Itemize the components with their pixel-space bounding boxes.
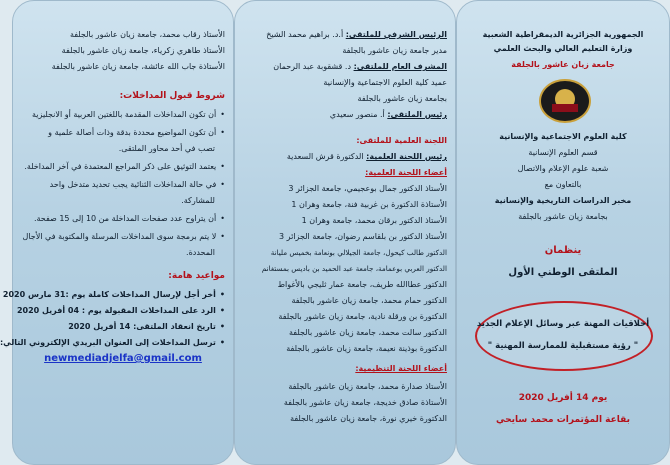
dates-title: مواعيد هامة: xyxy=(168,271,225,281)
date-item: • الرد على المداخلات المقبولة يوم : 04 أفريل 2020 xyxy=(21,305,225,316)
sci-chair-label: رئيس اللجنة العلمية: xyxy=(366,152,447,161)
condition-item: تصب في أحد محاور الملتقى. xyxy=(118,144,215,153)
ministry-line: وزارة التعليم العالي والبحث العلمي xyxy=(493,44,633,53)
chair-label: رئيس الملتقى: xyxy=(387,110,447,119)
collab-line: بالتعاون مع xyxy=(544,180,582,189)
venue-line: بقاعة المؤتمرات محمد سايحي xyxy=(495,415,630,425)
sci-member: الأستاذة الدكتورة بن غربية فنة، جامعة وهران 1 xyxy=(291,200,447,209)
org-committee-title: أعضاء اللجنة التنظيمية: xyxy=(355,364,447,373)
sci-member: الأستاذ الدكتور برقان محمد، جامعة وهران 1 xyxy=(301,216,447,225)
condition-item: • أن يتراوح عدد صفحات المداخلة من 10 إلى 15 صفحة. xyxy=(21,213,225,224)
logo-book-icon xyxy=(552,104,578,112)
condition-item: • أن تكون المداخلات المقدمة باللغتين العربية أو الانجليزية xyxy=(21,109,225,120)
chair-line xyxy=(243,109,447,120)
sci-member: الأستاذ الدكتور بن بلقاسم رضوان، جامعة الجزائر 3 xyxy=(279,232,447,241)
organize-line: ينظمان xyxy=(544,245,582,256)
date-item: • تاريخ انعقاد الملتقى: 14 أفريل 2020 xyxy=(21,321,225,332)
faculty-line: كلية العلوم الاجتماعية والإنسانية xyxy=(499,132,627,141)
supervisor-line xyxy=(243,61,447,72)
org-member: الدكتورة خيري نورة، جامعة زيان عاشور بالجلفة xyxy=(290,414,447,423)
sci-chair-name: الدكتورة قرش السعدية xyxy=(286,152,364,161)
sci-member: الدكتور حمام محمد، جامعة زيان عاشور بالجلفة xyxy=(291,296,447,305)
honorary-title: مدير جامعة زيان عاشور بالجلفة xyxy=(342,46,447,55)
org-member: الأستاذ صدارة محمد، جامعة زيان عاشور بالجلفة xyxy=(288,382,447,391)
sci-committee-title: اللجنة العلمية للملتقى: xyxy=(356,136,447,145)
department-line: قسم العلوم الإنسانية xyxy=(528,148,598,157)
org-member: الأستاذة صادق خديجة، جامعة زيان عاشور بالجلفة xyxy=(283,398,447,407)
email-link[interactable] xyxy=(21,353,225,364)
condition-item: • لا يتم برمجة سوى المداخلات المرسلة والمكتوبة في الأجال xyxy=(21,231,225,242)
date-line: يوم 14 أفريل 2020 xyxy=(518,393,608,403)
honorary-label: الرئيس الشرفي للملتقى: xyxy=(345,30,447,39)
university-line: جامعة زيان عاشور بالجلفة xyxy=(511,60,615,69)
lab-line: مخبر الدراسات التاريخية والإنسانية xyxy=(494,196,632,205)
honorary-name: أ.د. براهيم محمد الشيخ xyxy=(266,30,344,39)
branch-line: شعبة علوم الإعلام والاتصال xyxy=(517,164,609,173)
university-logo xyxy=(539,79,591,123)
topic-line1: أخلاقيات المهنة عبر وسائل الإعلام الجديد xyxy=(476,319,650,329)
conditions-title: شروط قبول المداخلات: xyxy=(119,91,225,101)
date-item: • أخر أجل لإرسال المداخلات كاملة يوم :31 مارس 2020 xyxy=(21,289,225,300)
event-title: الملتقى الوطني الأول xyxy=(508,267,618,278)
left-panel xyxy=(0,0,234,465)
republic-line: الجمهورية الجزائرية الديمقراطية الشعبية xyxy=(482,30,644,39)
condition-item: • أن تكون المواضيع محددة بدقة وذات أصالة علمية و xyxy=(21,127,225,138)
date-item: • ترسل المداخلات إلى العنوان البريدي الإلكتروني التالي: xyxy=(21,337,225,348)
sci-member: الدكتورة بن ورقلة نادية، جامعة زيان عاشور بالجلفة xyxy=(278,312,447,321)
supervisor-title: عميد كلية العلوم الاجتماعية والإنسانية xyxy=(323,78,447,87)
supervisor-univ: بجامعة زيان عاشور بالجلفة xyxy=(357,94,447,103)
topic-oval xyxy=(475,301,653,371)
sci-member: الدكتور طالب كيحول، جامعة الجيلالي بونعامة بخميس مليانة xyxy=(270,248,447,257)
lab-univ-line: بجامعة زيان عاشور بالجلفة xyxy=(518,212,608,221)
honorary-line xyxy=(243,29,447,40)
organizer-line: الأستاذ رقاب محمد، جامعة زيان عاشور بالجلفة xyxy=(69,30,225,39)
right-panel xyxy=(456,0,670,465)
sci-member: الدكتور عطاالله طريف، جامعة عمار ثليجي بالأغواط xyxy=(277,280,447,289)
topic-line2: " رؤية مستقبلية للممارسة المهنية " xyxy=(487,341,639,351)
condition-item: • يعتمد التوثيق على ذكر المراجع المعتمدة في آخر المداخلة. xyxy=(21,161,225,172)
chair-name: أ. منصور سعيدي xyxy=(329,110,385,119)
supervisor-label: المشرف العام للملتقى: xyxy=(353,62,447,71)
condition-item: • في حالة المداخلات الثنائية يجب تحديد متدخل واحد xyxy=(21,179,225,190)
sci-member: الدكتورة بوذينة نعيمة، جامعة زيان عاشور بالجلفة xyxy=(286,344,447,353)
email-text[interactable]: newmediadjelfa@gmail.com xyxy=(44,353,202,364)
sci-member: الدكتور العربي بوعمامة، جامعة عبد الحميد بن باديس بمستغانم xyxy=(261,264,447,273)
middle-panel xyxy=(234,0,456,465)
supervisor-name: د. قشقوبة عبد الرحمان xyxy=(273,62,352,71)
sci-chair-line xyxy=(243,151,447,162)
sci-member: الدكتور سالت محمد، جامعة زيان عاشور بالجلفة xyxy=(288,328,447,337)
condition-item: المحددة. xyxy=(186,248,215,257)
sci-members-label: أعضاء اللجنة العلمية: xyxy=(365,168,447,177)
organizer-line: الأستاذة جاب الله عائشة، جامعة زيان عاشور بالجلفة xyxy=(51,62,225,71)
organizer-line: الأستاذ طاهري زكرياء، جامعة زيان عاشور بالجلفة xyxy=(61,46,225,55)
sci-member: الأستاذ الدكتور جمال بوعجيمي، جامعة الجزائر 3 xyxy=(288,184,447,193)
condition-item: للمشاركة. xyxy=(181,196,215,205)
